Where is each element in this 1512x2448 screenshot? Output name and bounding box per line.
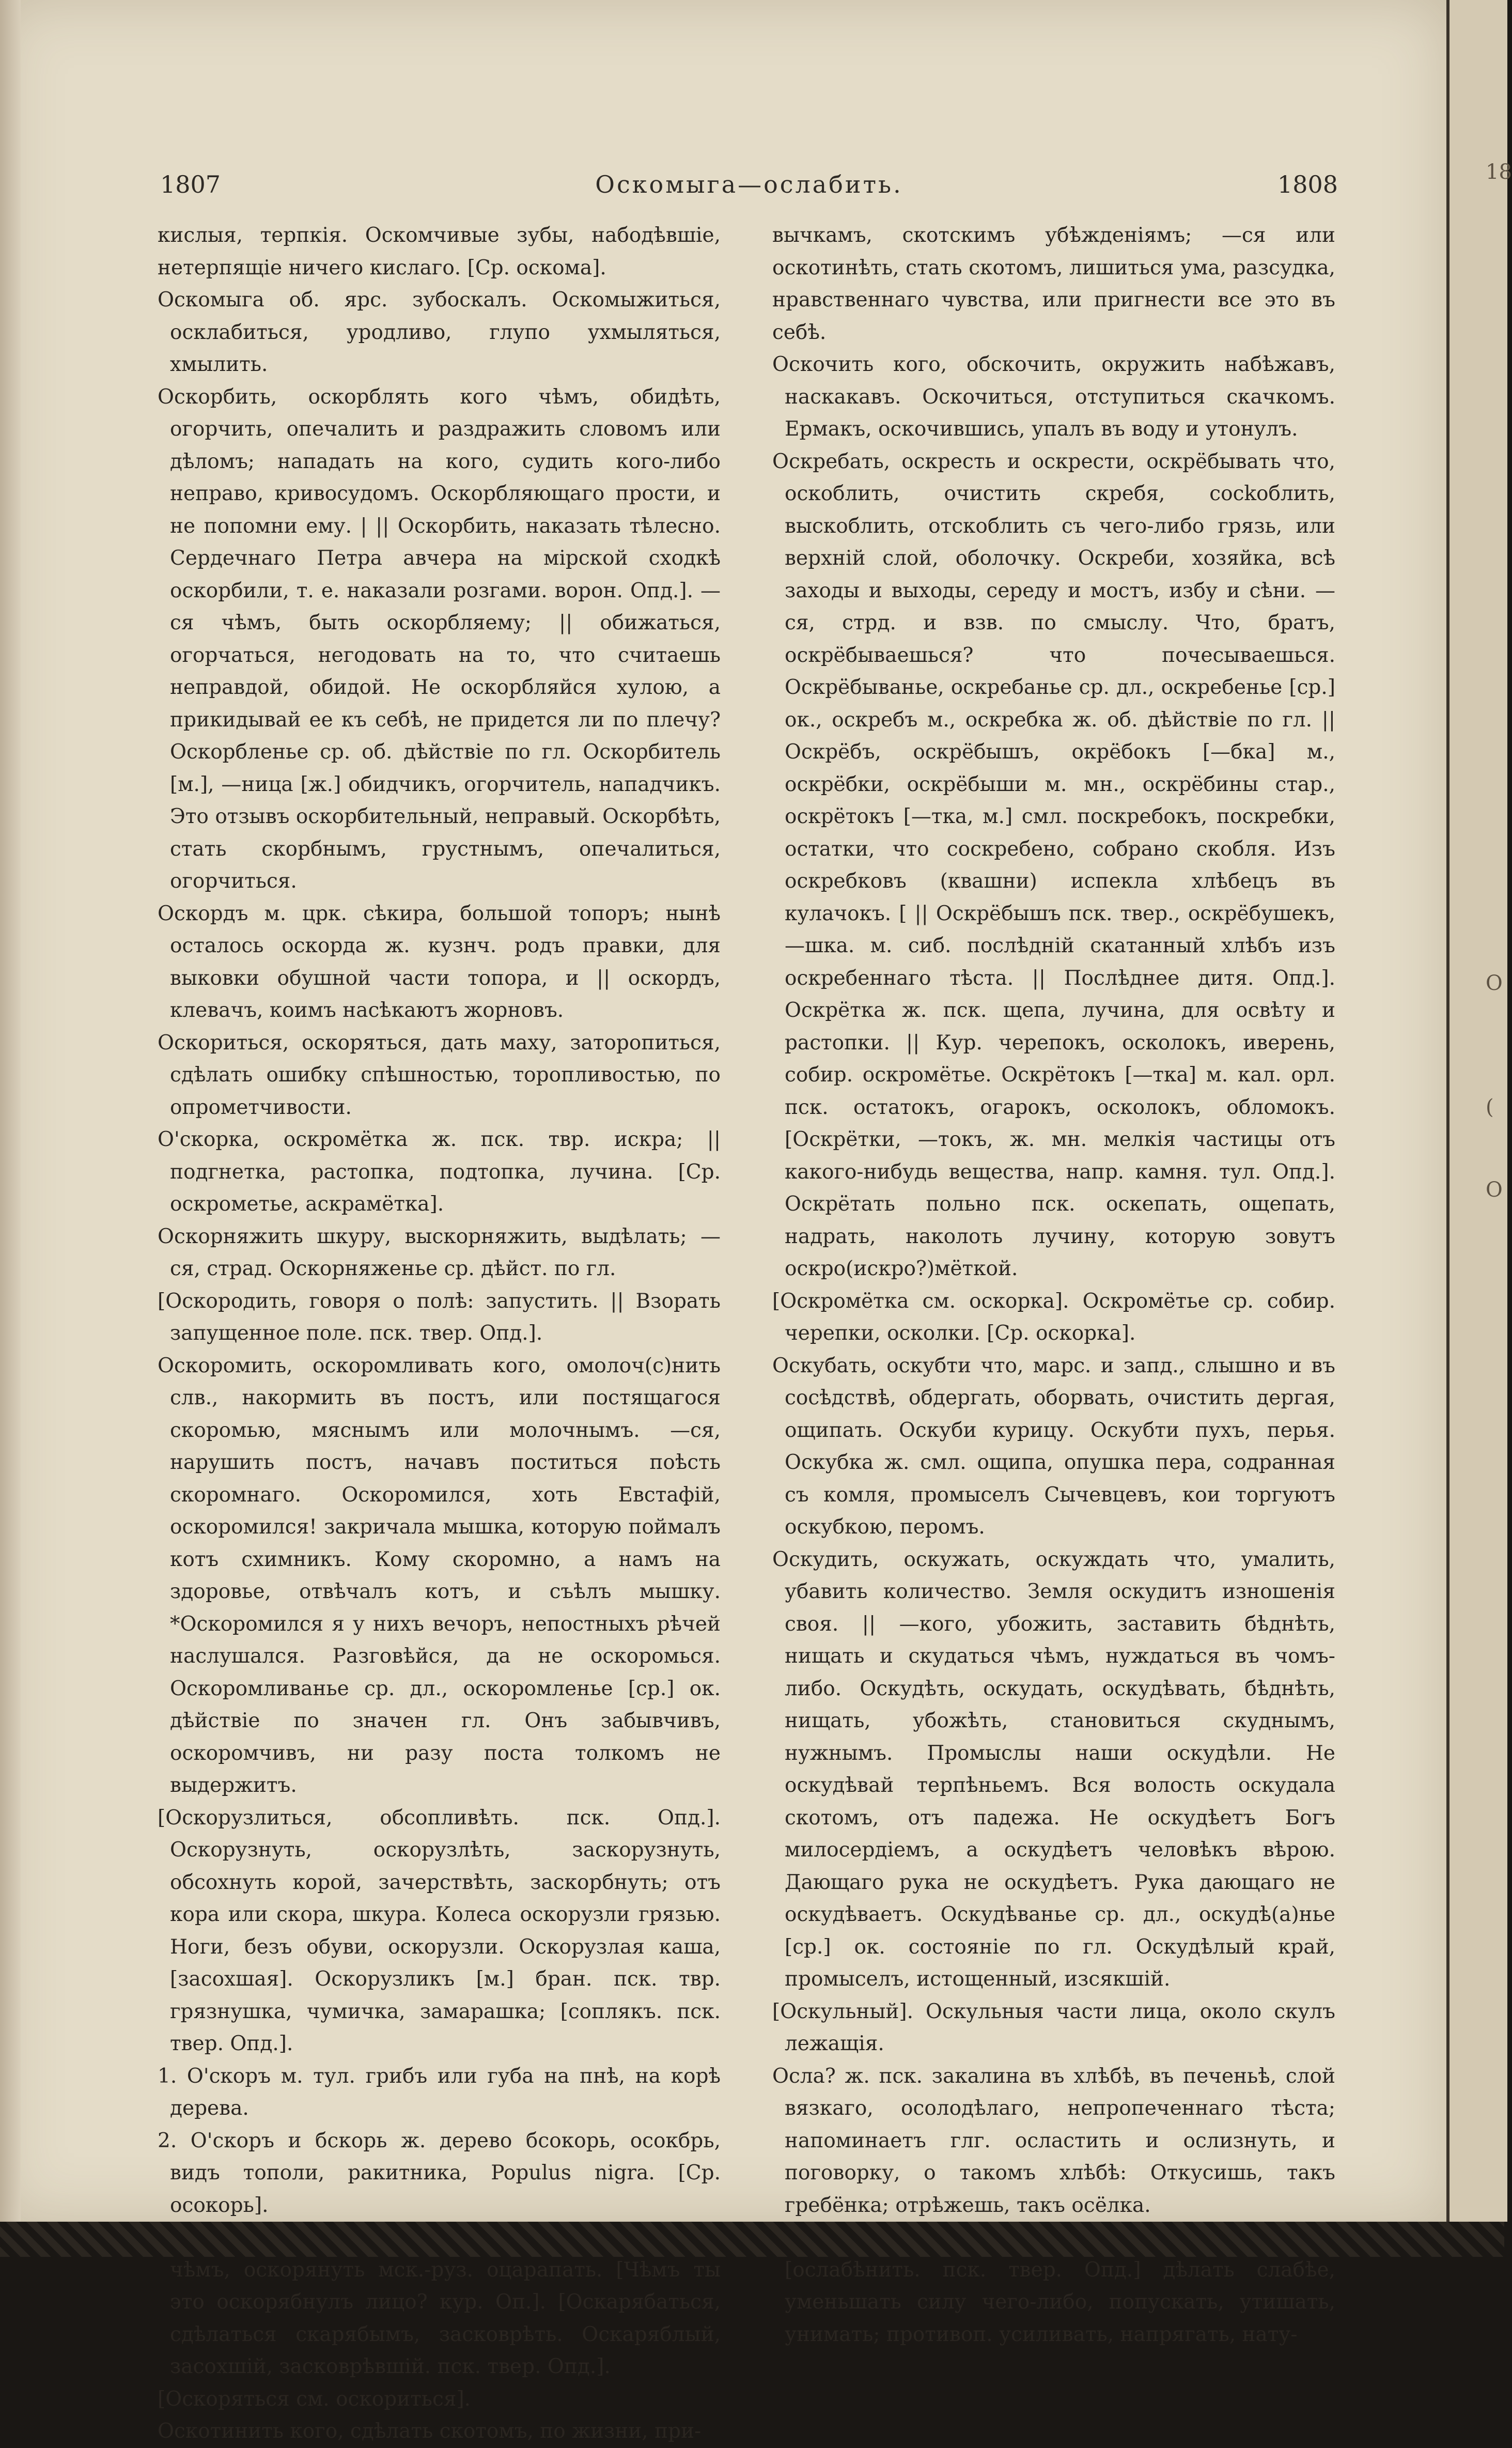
entry-paragraph: [ослабѣнить. пск. твер. Опд.] дѣлать слабѣе, уменьшать силу чего-либо, попускать, утишать, унимать; противоп. усиливать, напрягать, нату-: [785, 2258, 1335, 2346]
entry-paragraph: Оскотинить кого, сдѣлать скотомъ, по жизни, при-: [158, 2420, 702, 2443]
entry-paragraph: Оскомыга об. ярс. зубоскалъ. Оскомыжиться, осклабиться, уродливо, глупо ухмыляться, хмылить.: [158, 288, 721, 376]
entry-paragraph: Осла? ж. пск. закалина въ хлѣбѣ, въ печеньѣ, слой вязкаго, осолодѣлаго, непропеченнаго тѣста; напоминаетъ глг. осластить и ослизнуть, и поговорку, о такомъ хлѣбѣ: Откусишь, такъ гребёнка; отрѣжешь, такъ осёлка.: [772, 2064, 1335, 2217]
entry-paragraph: [Оскородить, говоря о полѣ: запустить. || Взорать запущенное поле. пск. твер. Опд.].: [158, 1289, 721, 1345]
scanner-background: [0, 2222, 1504, 2257]
header-title: Оскомыга—ослабить.: [595, 171, 903, 198]
entry-paragraph: чѣмъ, оскорянуть мск.-руз. оцарапать. [Чѣмъ ты это оскорябнулъ лицо? кур. Оп.]. [Оскарябаться, сдѣлаться скарябымъ, засковрѣть. Оскаряблый, засохшій, засковрѣвшій. пск. твер. Опд.].: [170, 2258, 721, 2378]
entry-paragraph: Оскориться, оскоряться, дать маху, заторопиться, сдѣлать ошибку спѣшностью, торопливостью, по опрометчивости.: [158, 1031, 721, 1119]
left-column: [158, 220, 721, 2443]
running-header: [155, 171, 1343, 212]
entry-paragraph: [Оскромётка см. оскорка]. Оскромётье ср. собир. черепки, осколки. [Ср. оскорка].: [772, 1289, 1335, 1345]
entry-paragraph: 1. О'скоръ м. тул. грибъ или губа на пнѣ, на корѣ дерева.: [158, 2064, 721, 2120]
entry-paragraph: Оскребать, оскресть и оскрести, оскрёбывать что, оскоблить, очистить скребя, сосkоблить, выскоблить, отскоблить съ чего-либо грязь, или верхній слой, оболочку. Оскреби, хозяйка, всѣ заходы и выходы, середу и мостъ, избу и сѣни. —ся, стрд. и взв. по смыслу. Что, братъ, оскрёбываешься? что почесываешься. Оскрёбыванье, оскребанье ср. дл., оскребенье [ср.] ок., оскребъ м., оскребка ж. об. дѣйствіе по гл. || Оскрёбъ, оскрёбышъ, окрёбокъ [—бка] м., оскрёбки, оскрёбыши м. мн., оскрёбины стар., оскрётокъ [—тка, м.] смл. поскребокъ, поскребки, остатки, что соскребено, собрано скобля. Изъ оскребковъ (квашни) испекла хлѣбецъ въ кулачокъ. [ || Оскрёбышъ пск. твер., оскрёбушекъ, —шка. м. сиб. послѣдній скатанный хлѣбъ изъ оскребеннаго тѣста. || Послѣднее дитя. Опд.]. Оскрётка ж. пск. щепа, лучина, для освѣту и растопки. || Кур. черепокъ, осколокъ, иверень, собир. оскромётье. Оскрётокъ [—тка] м. кал. орл. пск. остатокъ, огарокъ, осколокъ, обломокъ. [Оскрётки, —токъ, ж. мн. мелкія частицы отъ какого-нибудь вещества, напр. камня. тул. Опд.]. Оскрётать польно пск. оскепать, ощепать, надрать, наколоть лучину, которую зовутъ оскро(искро?)мёткой.: [772, 450, 1335, 1280]
entry-paragraph: Оскочить кого, обскочить, окружить набѣжавъ, наскакавъ. Оскочиться, отступиться скачкомъ. Ермакъ, оскочившись, упалъ въ воду и утонулъ.: [772, 353, 1335, 441]
neighbor-fragment: О: [1486, 971, 1503, 995]
neighbor-fragment: О: [1486, 1178, 1503, 1202]
entry-paragraph: Оскубать, оскубти что, марс. и запд., слышно и въ сосѣдствѣ, обдергать, оборвать, очистить дергая, ощипать. Оскуби курицу. Оскубти пухъ, перья. Оскубка ж. смл. ощипа, опушка пера, содранная съ комля, промыселъ Сычевцевъ, кои торгуютъ оскубкою, перомъ.: [772, 1354, 1335, 1539]
entry-paragraph: Оскорняжить шкуру, выскорняжить, выдѣлать; —ся, страд. Оскорняженье ср. дѣйст. по гл.: [158, 1225, 721, 1280]
entry-paragraph: Оскудить, оскужать, оскуждать что, умалить, убавить количество. Земля оскудитъ изношенія своя. || —кого, убожить, заставить бѣднѣть, нищать и скудаться чѣмъ, нуждаться въ чомъ-либо. Оскудѣть, оскудать, оскудѣвать, бѣднѣть, нищать, убожѣть, становиться скуднымъ, нужнымъ. Промыслы наши оскудѣли. Не оскудѣвай терпѣньемъ. Вся волость оскудала скотомъ, отъ падежа. Не оскудѣетъ Богъ милосердіемъ, а оскудѣетъ человѣкъ вѣрою. Дающаго рука не оскудѣетъ. Рука дающаго не оскудѣваетъ. Оскудѣванье ср. дл., оскудѣ(а)нье [ср.] ок. состояніе по гл. Оскудѣлый край, промыселъ, истощенный, изсякшій.: [772, 1547, 1335, 1991]
neighbor-fragment: (: [1486, 1095, 1494, 1119]
entry-paragraph: О'скорка, оскромётка ж. пск. твр. искра; || подгнетка, растопка, подтопка, лучина. [Ср. оскрометье, аскрамётка].: [158, 1128, 721, 1216]
entry-paragraph: вычкамъ, скотскимъ убѣжденіямъ; —ся или оскотинѣть, стать скотомъ, лишиться ума, разсудка, нравственнаго чувства, или пригнести все это въ себѣ.: [772, 224, 1335, 344]
entry-paragraph: [Оскорузлиться, обсопливѣть. пск. Опд.]. Оскорузнуть, оскорузлѣть, заскорузнуть, обсохнуть корой, зачерствѣть, заскорбнуть; отъ кора или скора, шкура. Колеса оскорузли грязью. Ноги, безъ обуви, оскорузли. Оскорузлая каша, [засохшая]. Оскорузликъ [м.] бран. пск. твр. грязнушка, чумичка, замарашка; [соплякъ. пск. твер. Опд.].: [158, 1806, 721, 2055]
entry-paragraph: 2. О'скоръ и бскорь ж. дерево бсокорь, осокбрь, видъ тополи, ракитника, Populus nigra. [Ср. осокорь].: [158, 2129, 721, 2217]
entry-paragraph: Оскорбить, оскорблять кого чѣмъ, обидѣть, огорчить, опечалить и раздражить словомъ или дѣломъ; нападать на кого, судить кого-либо неправо, кривосудомъ. Оскорбляющаго прости, и не попомни ему. | || Оскорбить, наказать тѣлесно. Сердечнаго Петра авчера на мірской сходкѣ оскорбили, т. е. наказали розгами. ворон. Опд.]. —ся чѣмъ, быть оскорбляему; || обижаться, огорчаться, негодовать на то, что считаешь неправдой, обидой. Не оскорбляйся хулою, а прикидывай ее къ себѣ, не придется ли по плечу? Оскорбленье ср. об. дѣйствіе по гл. Оскорбитель [м.], —ница [ж.] обидчикъ, огорчитель, нападчикъ. Это отзывъ оскорбительный, неправый. Оскорбѣть, стать скорбнымъ, грустнымъ, опечалиться, огорчиться.: [158, 385, 721, 893]
neighbor-fragment: 18: [1486, 160, 1512, 184]
entry-paragraph: [Оскульный]. Оскульныя части лица, около скулъ лежащія.: [772, 2000, 1335, 2055]
adjacent-page-edge: [1446, 0, 1512, 2222]
right-column: [772, 220, 1335, 2346]
entry-paragraph: [Оскоряться см. оскориться].: [158, 2387, 471, 2411]
entry-paragraph: Оскоромить, оскоромливать кого, омолоч(с)нить слв., накормить въ постъ, или постящагося скоромью, мяснымъ или молочнымъ. —ся, нарушить постъ, начавъ поститься поѣсть скоромнаго. Оскоромился, хоть Евстафій, оскоромился! закричала мышка, которую поймалъ котъ схимникъ. Кому скоромно, а намъ на здоровье, отвѣчалъ котъ, и съѣлъ мышку. *Оскоромился я у нихъ вечоръ, непостныхъ рѣчей наслушался. Разговѣйся, да не оскоромься. Оскоромливанье ср. дл., оскоромленье [ср.] ок. дѣйствіе по значен гл. Онъ забывчивъ, оскоромчивъ, ни разу поста толкомъ не выдержитъ.: [158, 1354, 721, 1797]
entry-paragraph: Оскордъ м. црк. сѣкира, большой топоръ; нынѣ осталось оскорда ж. кузнч. родъ правки, для выковки обушной части топора, и || оскордъ, клевачъ, коимъ насѣкаютъ жорновъ.: [158, 902, 721, 1022]
entry-paragraph: кислыя, терпкія. Оскомчивые зубы, набодѣвшіе, нетерпящіе ничего кислаго. [Ср. оскома].: [158, 224, 721, 280]
page-binding-edge: [0, 0, 21, 2222]
page-number-left: 1807: [160, 171, 221, 198]
page-number-right: 1808: [1277, 171, 1338, 198]
